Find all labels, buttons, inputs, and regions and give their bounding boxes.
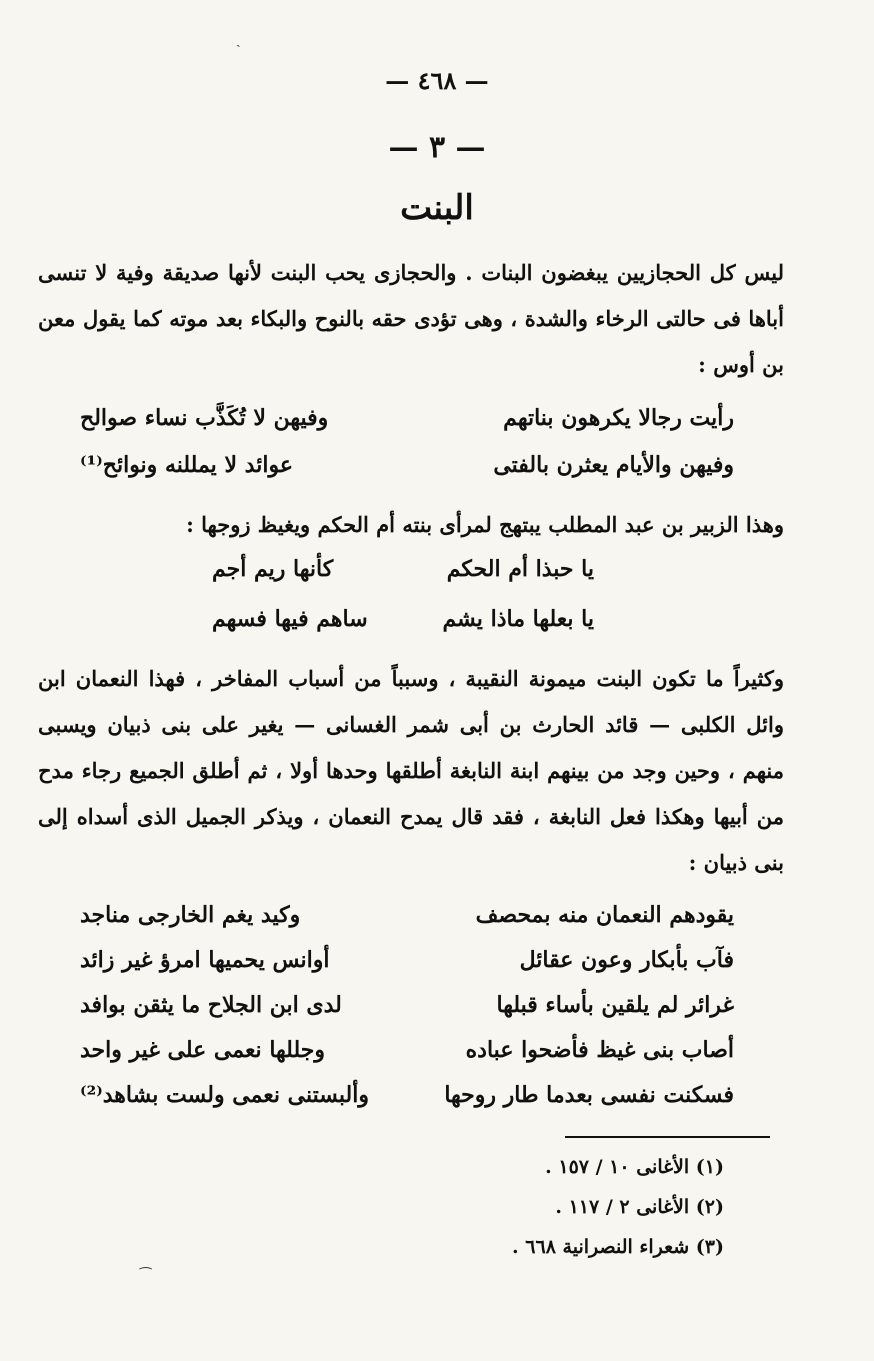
poem3-verse4-left: وجللها نعمى على غير واحد: [80, 1037, 325, 1063]
poem3-verse5-right: فسكنت نفسى بعدما طار روحها: [444, 1082, 734, 1108]
footnote-1: (١) الأغانى ١٠ / ١٥٧ .: [545, 1156, 724, 1178]
page-number: — ٤٦٨ —: [385, 66, 489, 95]
poem2-verse1-left: كأنها ريم أجم: [212, 556, 334, 582]
paragraph-numan: وكثيراً ما تكون البنت ميمونة النقيبة ، وسبباً من أسباب المفاخر ، فهذا النعمان ابن وائل الكلبى — قائد الحارث بن أبى شمر الغسانى — يغير على بنى ذبيان ويسبى منهم ، وحين وجد من بينهم ابنة النابغة أطلقها وحدها أولا ، ثم أطلق الجميع رجاء مدح من أبيها وهكذا فعل النابغة ، فقد قال يمدح النعمان ، ويذكر الجميل الذى أسداه إلى بنى ذبيان :: [38, 666, 784, 875]
poem3-verse3-left: لدى ابن الجلاح ما يثقن بوافد: [80, 992, 342, 1018]
footnote-divider: [565, 1136, 770, 1138]
section-number: — ٣ —: [388, 130, 486, 165]
poem3-verse1-left: وكيد يغم الخارجى مناجد: [80, 902, 301, 928]
poem2-verse2-left: ساهم فيها فسهم: [212, 606, 368, 632]
scan-speck: ˎ: [236, 32, 241, 48]
poem3-verse4-right: أصاب بنى غيظ فأضحوا عباده: [465, 1037, 734, 1063]
poem3-verse5-left: وألبستنى نعمى ولست بشاهد⁽²⁾: [80, 1082, 370, 1108]
poem3-verse1-right: يقودهم النعمان منه بمحصف: [475, 902, 734, 928]
poem1-verse2-left: عوائد لا يمللنه ونوائح⁽¹⁾: [80, 452, 293, 478]
poem3-verse3-right: غرائر لم يلقين بأساء قبلها: [496, 992, 734, 1018]
poem2-verse2-right: يا بعلها ماذا يشم: [442, 606, 594, 632]
poem3-verse2-left: أوانس يحميها امرؤ غير زائد: [80, 947, 330, 973]
scan-speck: ⁀: [140, 1268, 152, 1284]
paragraph-zubair: وهذا الزبير بن عبد المطلب يبتهج لمرأى بنته أم الحكم ويغيظ زوجها :: [186, 512, 784, 537]
poem3-verse2-right: فآب بأبكار وعون عقائل: [519, 947, 734, 973]
footnote-2: (٢) الأغانى ٢ / ١١٧ .: [555, 1196, 724, 1218]
poem2-verse1-right: يا حبذا أم الحكم: [446, 556, 594, 582]
section-title: البنت: [400, 188, 474, 228]
poem1-verse1-left: وفيهن لا تُكَذَّب نساء صوالح: [80, 405, 329, 431]
paragraph-intro: ليس كل الحجازيين يبغضون البنات . والحجازى يحب البنت لأنها صديقة وفية لا تنسى أباها فى حالتى الرخاء والشدة ، وهى تؤدى حقه بالنوح والبكاء بعد موته كما يقول معن بن أوس :: [38, 260, 784, 377]
poem1-verse1-right: رأيت رجالا يكرهون بناتهم: [503, 405, 734, 431]
footnote-3: (٣) شعراء النصرانية ٦٦٨ .: [512, 1236, 724, 1258]
poem1-verse2-right: وفيهن والأيام يعثرن بالفتى: [493, 452, 734, 478]
